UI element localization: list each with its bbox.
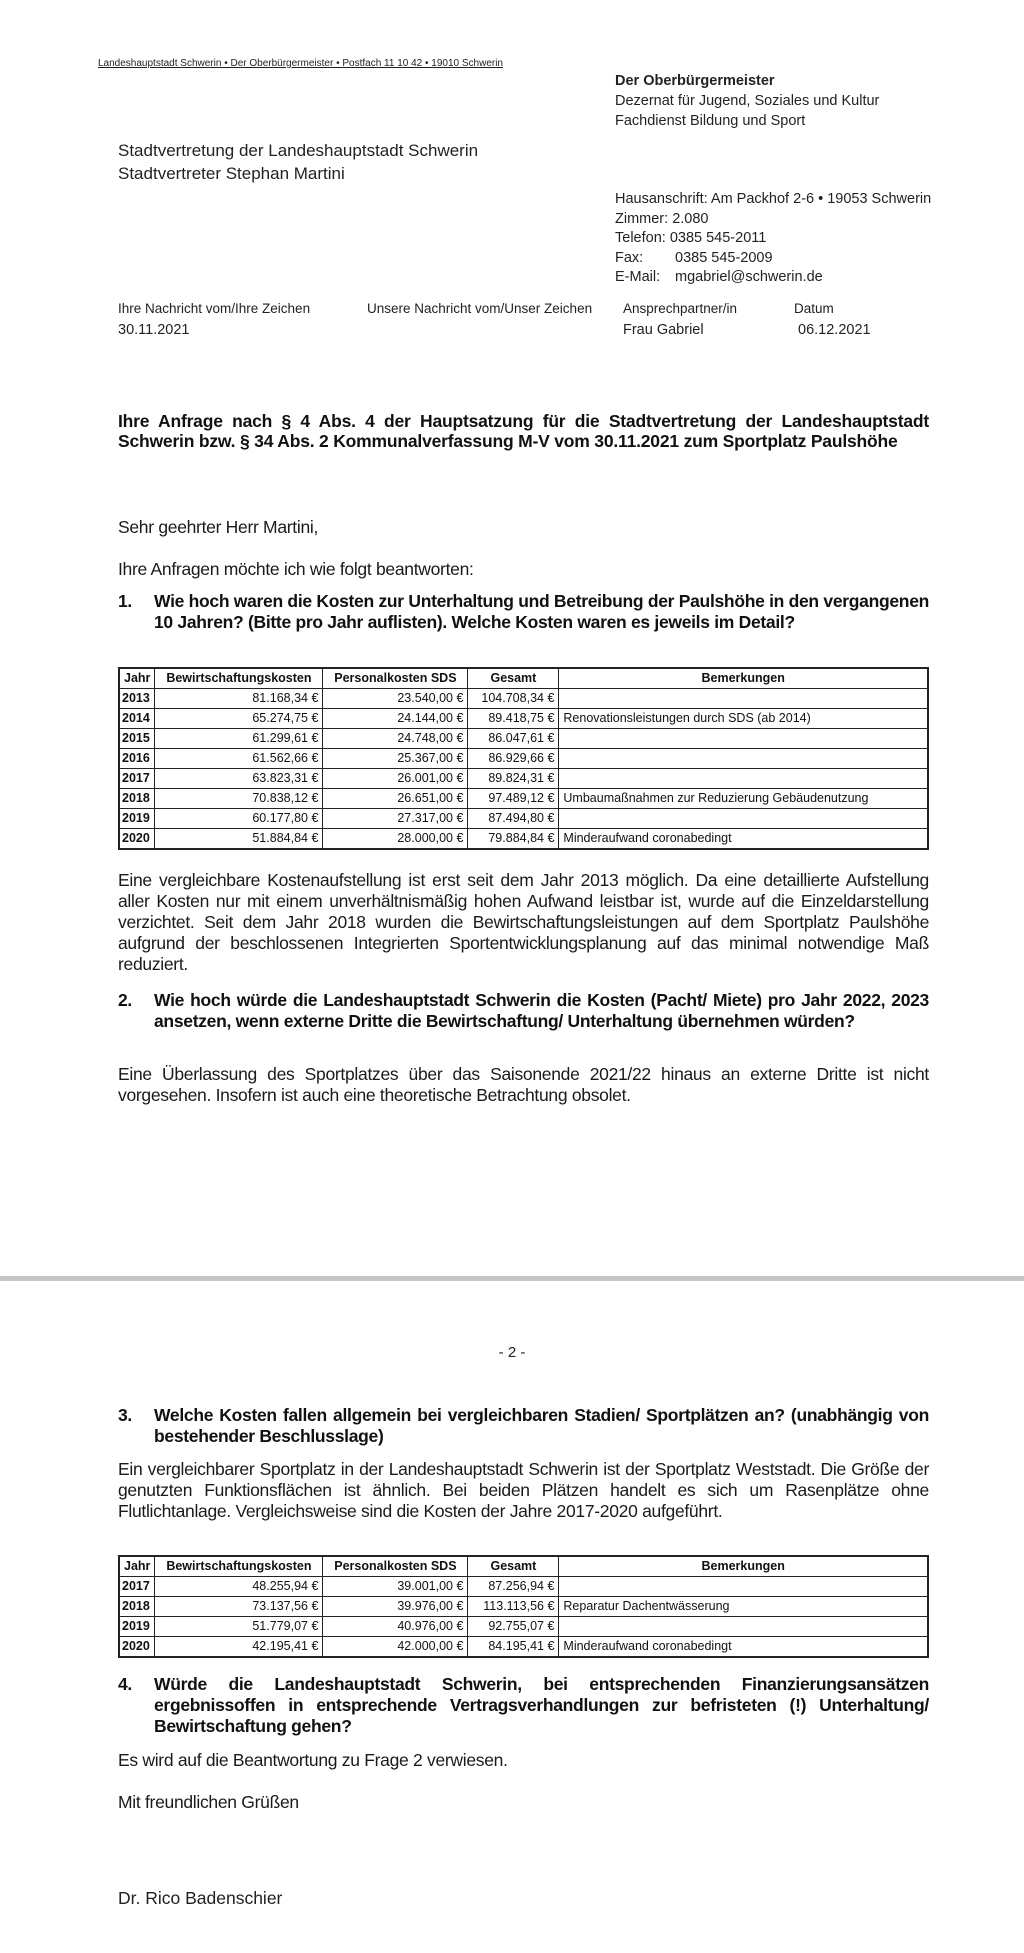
table-row: 2014 65.274,75 € 24.144,00 € 89.418,75 € Renovationsleistungen durch SDS (ab 2014)	[119, 709, 928, 729]
table-row: 2013 81.168,34 € 23.540,00 € 104.708,34 €	[119, 689, 928, 709]
table-row: 2018 73.137,56 € 39.976,00 € 113.113,56 € Reparatur Dachentwässerung	[119, 1597, 928, 1617]
email-label: E-Mail:	[615, 269, 661, 285]
date-value: 06.12.2021	[798, 322, 871, 338]
table-row: 2019 60.177,80 € 27.317,00 € 87.494,80 €	[119, 809, 928, 829]
date-label: Datum	[794, 301, 834, 316]
table-row: 2015 61.299,61 € 24.748,00 € 86.047,61 €	[119, 729, 928, 749]
col-operating-costs: Bewirtschaftungskosten	[155, 1556, 323, 1577]
table-header-row	[119, 668, 928, 689]
col-personnel-costs: Personalkosten SDS	[323, 668, 468, 689]
recipient-block	[118, 139, 478, 185]
col-year: Jahr	[119, 668, 155, 689]
question-2-number: 2.	[118, 990, 132, 1010]
subject-line: Ihre Anfrage nach § 4 Abs. 4 der Hauptsatzung für die Stadtvertretung der Landeshauptstadt Schwerin bzw. § 34 Abs. 2 Kommunalverfassung M-V vom 30.11.2021 zum Sportplatz Paulshöhe	[118, 411, 929, 451]
question-4	[118, 1674, 929, 1737]
question-3-text: Welche Kosten fallen allgemein bei vergleichbaren Stadien/ Sportplätzen an? (unabhängig von bestehender Beschlusslage)	[154, 1405, 929, 1446]
room-value: 2.080	[672, 210, 709, 227]
our-message-label: Unsere Nachricht vom/Unser Zeichen	[367, 301, 593, 316]
table-row: 2020 51.884,84 € 28.000,00 € 79.884,84 € Minderaufwand coronabedingt	[119, 829, 928, 850]
cost-table-weststadt	[118, 1555, 929, 1658]
question-1-number: 1.	[118, 591, 132, 611]
recipient-line-1: Stadtvertretung der Landeshauptstadt Schwerin	[118, 141, 479, 160]
answer-3: Ein vergleichbarer Sportplatz in der Landeshauptstadt Schwerin ist der Sportplatz Weststadt. Die Größe der genutzten Funktionsflächen ist ähnlich. Bei beiden Plätzen handelt es sich um Rasenplätze ohne Flutlichtanlage. Vergleichsweise sind die Kosten der Jahre 2017-2020 aufgeführt.	[118, 1459, 929, 1521]
salutation: Sehr geehrter Herr Martini,	[118, 517, 319, 537]
sender-return-address: Landeshauptstadt Schwerin • Der Oberbürgermeister • Postfach 11 10 42 • 19010 Schwerin	[98, 58, 503, 69]
page-separator	[0, 1276, 1024, 1281]
table-row: 2019 51.779,07 € 40.976,00 € 92.755,07 €	[119, 1617, 928, 1637]
fax-value: 0385 545-2009	[675, 249, 773, 266]
closing: Mit freundlichen Grüßen	[118, 1792, 299, 1812]
table-row: 2016 61.562,66 € 25.367,00 € 86.929,66 €	[119, 749, 928, 769]
intro-text: Ihre Anfragen möchte ich wie folgt beantworten:	[118, 559, 474, 579]
department-block	[615, 71, 879, 131]
col-remarks: Bemerkungen	[559, 1556, 928, 1577]
question-4-number: 4.	[118, 1674, 132, 1694]
col-operating-costs: Bewirtschaftungskosten	[155, 668, 323, 689]
department-line-2: Fachdienst Bildung und Sport	[615, 113, 806, 129]
page-number: - 2 -	[498, 1344, 526, 1361]
address-line: Hausanschrift: Am Packhof 2-6 • 19053 Schwerin	[615, 191, 932, 207]
answer-2: Eine Überlassung des Sportplatzes über das Saisonende 2021/22 hinaus an externe Dritte ist nicht vorgesehen. Insofern ist auch eine theoretische Betrachtung obsolet.	[118, 1064, 929, 1105]
table-row: 2017 48.255,94 € 39.001,00 € 87.256,94 €	[119, 1577, 928, 1597]
col-remarks: Bemerkungen	[559, 668, 928, 689]
question-1-text: Wie hoch waren die Kosten zur Unterhaltung und Betreibung der Paulshöhe in den vergangenen 10 Jahren? (Bitte pro Jahr auflisten). Welche Kosten waren es jeweils im Detail?	[154, 591, 930, 632]
question-2	[118, 990, 929, 1032]
table-row: 2017 63.823,31 € 26.001,00 € 89.824,31 €	[119, 769, 928, 789]
col-year: Jahr	[119, 1556, 155, 1577]
table-row: 2020 42.195,41 € 42.000,00 € 84.195,41 € Minderaufwand coronabedingt	[119, 1637, 928, 1658]
question-4-text: Würde die Landeshauptstadt Schwerin, bei entsprechenden Finanzierungsansätzen ergebnissoffen in entsprechende Vertragsverhandlungen zur befristeten (!) Unterhaltung/ Bewirtschaftung gehen?	[154, 1674, 929, 1736]
phone-value: 0385 545-2011	[669, 230, 767, 246]
email-value[interactable]: mgabriel@schwerin.de	[675, 269, 823, 285]
col-total: Gesamt	[468, 1556, 559, 1577]
question-2-text: Wie hoch würde die Landeshauptstadt Schwerin die Kosten (Pacht/ Miete) pro Jahr 2022, 2023 ansetzen, wenn externe Dritte die Bewirtschaftung/ Unterhaltung übernehmen würden?	[154, 990, 929, 1031]
contact-block	[615, 190, 931, 288]
your-message-value: 30.11.2021	[118, 322, 190, 338]
question-1	[118, 591, 929, 633]
table-header-row	[119, 1556, 928, 1577]
room-label: Zimmer:	[615, 210, 669, 227]
question-3-number: 3.	[118, 1405, 132, 1425]
col-total: Gesamt	[468, 668, 559, 689]
table-row: 2018 70.838,12 € 26.651,00 € 97.489,12 € Umbaumaßnahmen zur Reduzierung Gebäudenutzung	[119, 789, 928, 809]
department-title: Der Oberbürgermeister	[615, 73, 775, 89]
question-3	[118, 1405, 929, 1447]
your-message-label: Ihre Nachricht vom/Ihre Zeichen	[118, 301, 311, 316]
answer-1: Eine vergleichbare Kostenaufstellung ist erst seit dem Jahr 2013 möglich. Da eine detaillierte Aufstellung aller Kosten nur mit einem unverhältnismäßig hohen Aufwand leistbar ist, wurde auf die Einzeldarstellung verzichtet. Seit dem Jahr 2018 wurden die Bewirtschaftungsleistungen auf dem Sportplatz Paulshöhe aufgrund der beschlossenen Integrierten Sportentwicklungsplanung auf das minimal notwendige Maß reduziert.	[118, 870, 929, 974]
fax-label: Fax:	[615, 249, 644, 266]
col-personnel-costs: Personalkosten SDS	[323, 1556, 468, 1577]
cost-table-paulshoehe	[118, 667, 929, 850]
signature-name: Dr. Rico Badenschier	[118, 1888, 283, 1908]
answer-4: Es wird auf die Beantwortung zu Frage 2 verwiesen.	[118, 1750, 508, 1770]
recipient-line-2: Stadtvertreter Stephan Martini	[118, 164, 345, 183]
contact-person-label: Ansprechpartner/in	[623, 301, 738, 316]
phone-label: Telefon:	[615, 230, 666, 246]
contact-person-value: Frau Gabriel	[623, 322, 704, 338]
department-line-1: Dezernat für Jugend, Soziales und Kultur	[615, 93, 880, 109]
